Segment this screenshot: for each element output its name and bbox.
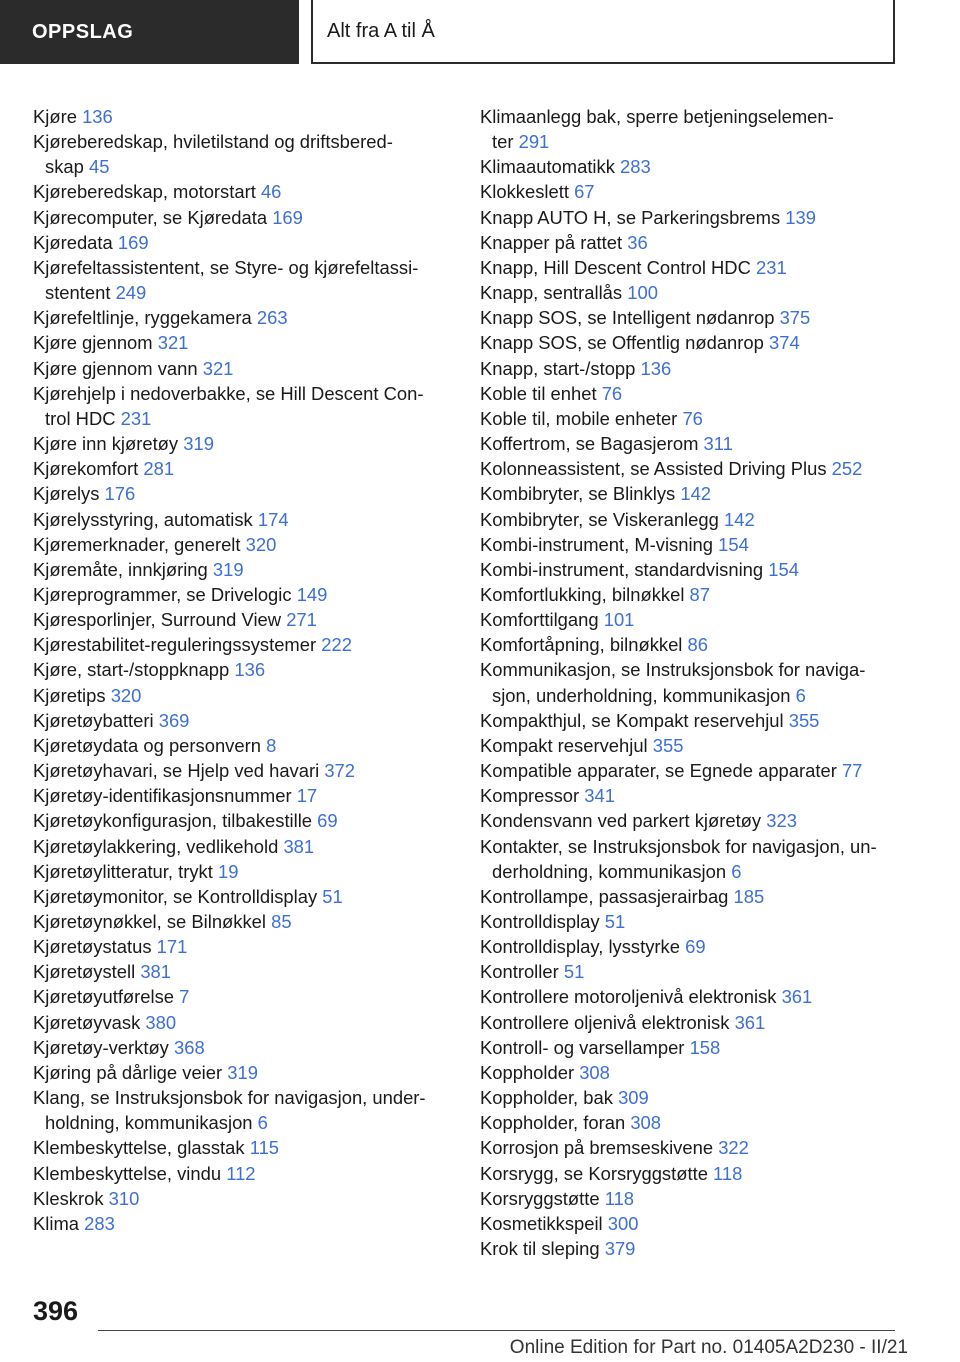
index-term: Koffertrom, se Bagasjerom: [480, 433, 699, 455]
index-term: Knapper på rattet: [480, 231, 623, 253]
index-entry: [33, 909, 438, 934]
index-term: Kjøretøylitteratur, trykt: [33, 860, 213, 882]
index-entry: [480, 1135, 892, 1160]
index-entry: [33, 984, 438, 1009]
index-term: stentent: [45, 282, 111, 304]
index-entry: [33, 330, 438, 355]
index-term: Koppholder, foran: [480, 1112, 626, 1134]
page-reference-link[interactable]: 76: [601, 382, 623, 404]
index-term: Koble til, mobile enheter: [480, 407, 678, 429]
index-term: sjon, underholdning, kommunikasjon: [492, 684, 791, 706]
page-reference-link[interactable]: 67: [574, 181, 595, 203]
index-term: Kjøring på dårlige veier: [33, 1061, 223, 1083]
index-term: trol HDC: [45, 407, 116, 429]
page-reference-link[interactable]: 320: [110, 684, 142, 706]
index-entry: [33, 1186, 438, 1211]
index-entry: [480, 532, 892, 557]
index-term: Klang, se Instruksjonsbok for navigasjon, under-: [33, 1087, 426, 1109]
page-reference-link[interactable]: 271: [286, 609, 317, 631]
page-reference-link[interactable]: 7: [179, 986, 190, 1008]
index-term: holdning, kommunikasjon: [45, 1112, 253, 1134]
index-entry: [33, 205, 438, 230]
page-reference-link[interactable]: 6: [257, 1112, 268, 1134]
index-entry: [33, 557, 438, 582]
index-entry: [480, 255, 892, 280]
index-entry: [33, 532, 438, 557]
index-term: Knapp SOS, se Intelligent nødanrop: [480, 307, 775, 329]
index-term: Kontrollere motoroljenivå elektronisk: [480, 986, 777, 1008]
index-entry: [33, 959, 438, 984]
index-entry: [33, 1010, 438, 1035]
page-reference-link[interactable]: 320: [245, 533, 277, 555]
page-reference-link[interactable]: 19: [217, 860, 239, 882]
index-entry: [33, 783, 438, 808]
index-term: Kompatible apparater, se Egnede apparater: [480, 760, 837, 782]
index-term: Kjøredata: [33, 231, 113, 253]
index-entry: [33, 1135, 438, 1160]
index-entry: [480, 507, 892, 532]
page-reference-link[interactable]: 369: [158, 709, 190, 731]
page-reference-link[interactable]: 380: [145, 1011, 177, 1033]
index-entry: [33, 859, 438, 884]
page-reference-link[interactable]: 118: [713, 1162, 743, 1184]
index-entry: [480, 1186, 892, 1211]
index-term: Klokkeslett: [480, 181, 569, 203]
page-reference-link[interactable]: 45: [88, 156, 110, 178]
index-term: Kleskrok: [33, 1187, 104, 1209]
page-reference-link[interactable]: 69: [685, 936, 706, 958]
page-reference-link[interactable]: 176: [104, 483, 136, 505]
index-entry: [480, 205, 892, 230]
index-term: ter: [492, 131, 514, 153]
index-term: Koppholder: [480, 1061, 575, 1083]
index-term: Korsrygg, se Korsryggstøtte: [480, 1162, 708, 1184]
index-term: Komfortlukking, bilnøkkel: [480, 583, 685, 605]
index-entry: [33, 1085, 438, 1135]
index-entry: [480, 381, 892, 406]
page-reference-link[interactable]: 149: [296, 583, 328, 605]
index-term: Kosmetikkspeil: [480, 1212, 603, 1234]
index-term: Kommunikasjon, se Instruksjonsbok for naviga-: [480, 659, 866, 681]
page-reference-link[interactable]: 17: [296, 785, 318, 807]
index-entry: [480, 959, 892, 984]
index-term: Krok til sleping: [480, 1238, 600, 1260]
index-term: Kjøretøyutførelse: [33, 986, 175, 1008]
index-entry: [480, 230, 892, 255]
index-term: Knapp, Hill Descent Control HDC: [480, 256, 751, 278]
index-entry: [33, 305, 438, 330]
page-reference-link[interactable]: 142: [724, 508, 755, 530]
index-term: Koble til enhet: [480, 382, 597, 404]
page-reference-link[interactable]: 154: [768, 558, 799, 580]
page-reference-link[interactable]: 222: [321, 634, 352, 656]
index-entry: [480, 330, 892, 355]
index-term: Korrosjon på bremseskivene: [480, 1137, 714, 1159]
page-reference-link[interactable]: 87: [689, 583, 711, 605]
index-term: Klembeskyttelse, glasstak: [33, 1137, 245, 1159]
index-entry: [33, 1211, 438, 1236]
index-term: Kompakt reservehjul: [480, 734, 648, 756]
page-reference-link[interactable]: 321: [202, 357, 234, 379]
index-term: Kjørelys: [33, 483, 100, 505]
index-term: Kjøreberedskap, motorstart: [33, 181, 256, 203]
index-term: skap: [45, 156, 84, 178]
index-term: Kombibryter, se Blinklys: [480, 483, 676, 505]
page-reference-link[interactable]: 319: [227, 1061, 258, 1083]
index-term: Klimaanlegg bak, sperre betjeningselemen-: [480, 106, 834, 127]
index-term: Kombibryter, se Viskeranlegg: [480, 508, 719, 530]
page-reference-link[interactable]: 310: [108, 1187, 140, 1209]
page-reference-link[interactable]: 101: [603, 609, 635, 631]
index-term: Kjørehjelp i nedoverbakke, se Hill Descent Con-: [33, 382, 424, 404]
index-term: Kontrollampe, passasjerairbag: [480, 885, 729, 907]
index-entry: [480, 179, 892, 204]
index-entry: [33, 104, 438, 129]
index-entry: [33, 481, 438, 506]
index-term: Kjøretøymonitor, se Kontrolldisplay: [33, 885, 318, 907]
index-term: Kjøretøystatus: [33, 936, 152, 958]
index-entry: [480, 984, 892, 1009]
index-term: Kontrolldisplay, lysstyrke: [480, 936, 680, 958]
index-term: Kjøretøynøkkel, se Bilnøkkel: [33, 911, 266, 932]
index-entry: [480, 1035, 892, 1060]
page-reference-link[interactable]: 115: [249, 1137, 280, 1159]
index-term: Kjøre: [33, 106, 77, 127]
page-reference-link[interactable]: 252: [831, 458, 863, 480]
index-entry: [480, 808, 892, 833]
page-reference-link[interactable]: 76: [682, 407, 703, 429]
index-term: Klembeskyttelse, vindu: [33, 1162, 222, 1184]
index-term: Koppholder, bak: [480, 1087, 613, 1109]
page-reference-link[interactable]: 263: [256, 307, 288, 329]
page-reference-link[interactable]: 361: [781, 986, 813, 1008]
page-reference-link[interactable]: 291: [518, 131, 550, 153]
page-reference-link[interactable]: 51: [604, 911, 626, 932]
index-term: Kjøretøy-identifikasjonsnummer: [33, 785, 292, 807]
page-reference-link[interactable]: 51: [322, 885, 343, 907]
page-reference-link[interactable]: 283: [84, 1212, 115, 1234]
index-entry: [33, 356, 438, 381]
index-entry: [33, 1161, 438, 1186]
index-term: Kjørekomfort: [33, 458, 139, 480]
index-term: Kjøremåte, innkjøring: [33, 558, 208, 580]
index-term: Kjøre inn kjøretøy: [33, 433, 179, 455]
page-header: [311, 0, 895, 64]
index-entry: [33, 708, 438, 733]
index-term: Kjøretips: [33, 684, 106, 706]
index-entry: [480, 305, 892, 330]
section-tab: [0, 0, 299, 64]
page-reference-link[interactable]: 77: [841, 760, 863, 782]
page-reference-link[interactable]: 8: [266, 734, 277, 756]
index-entry: [33, 230, 438, 255]
page-reference-link[interactable]: 112: [226, 1162, 256, 1184]
index-term: Kjøretøybatteri: [33, 709, 154, 731]
page-reference-link[interactable]: 374: [769, 332, 800, 354]
page-reference-link[interactable]: 308: [579, 1061, 610, 1083]
footer-divider: [98, 1330, 895, 1331]
page-reference-link[interactable]: 169: [117, 231, 149, 253]
section-label: OPPSLAG: [32, 20, 134, 43]
page-reference-link[interactable]: 319: [212, 558, 244, 580]
index-entry: [480, 708, 892, 733]
index-term: Kjøremerknader, generelt: [33, 533, 241, 555]
index-term: derholdning, kommunikasjon: [492, 860, 727, 882]
page-reference-link[interactable]: 319: [183, 433, 214, 455]
index-entry: [480, 1085, 892, 1110]
index-term: Kontrolldisplay: [480, 911, 600, 932]
index-entry: [480, 1060, 892, 1085]
index-term: Knapp, sentrallås: [480, 282, 623, 304]
index-entry: [33, 507, 438, 532]
index-term: Klima: [33, 1212, 79, 1234]
index-term: Kjøre, start-/stoppknapp: [33, 659, 230, 681]
index-term: Korsryggstøtte: [480, 1187, 600, 1209]
index-entry: [480, 733, 892, 758]
page-reference-link[interactable]: 174: [257, 508, 289, 530]
page-reference-link[interactable]: 381: [283, 835, 315, 857]
index-entry: [480, 909, 892, 934]
index-entry: [33, 758, 438, 783]
index-entry: [480, 557, 892, 582]
index-term: Kompressor: [480, 785, 580, 807]
index-term: Kjøretøystell: [33, 961, 136, 983]
index-entry: [33, 683, 438, 708]
page-reference-link[interactable]: 300: [607, 1212, 639, 1234]
index-term: Kontrollere oljenivå elektronisk: [480, 1011, 730, 1033]
index-term: Knapp, start-/stopp: [480, 357, 636, 379]
page-reference-link[interactable]: 171: [156, 936, 188, 958]
page-reference-link[interactable]: 281: [143, 458, 175, 480]
index-entry: [480, 456, 892, 481]
page-reference-link[interactable]: 6: [731, 860, 742, 882]
index-entry: [480, 431, 892, 456]
page-reference-link[interactable]: 69: [317, 810, 338, 832]
index-term: Kompakthjul, se Kompakt reservehjul: [480, 709, 784, 731]
page-number: 396: [33, 1296, 79, 1326]
index-term: Kjørefeltlinje, ryggekamera: [33, 307, 252, 329]
index-column-left: [33, 104, 438, 1236]
index-term: Kjøre gjennom: [33, 332, 153, 354]
page-reference-link[interactable]: 136: [82, 106, 113, 127]
index-term: Klimaautomatikk: [480, 156, 615, 178]
index-term: Kjørеberedskap, hviletilstand og driftsbered-: [33, 131, 393, 153]
index-entry: [480, 783, 892, 808]
index-entry: [33, 129, 438, 179]
page-reference-link[interactable]: 85: [271, 911, 292, 932]
index-term: Kjøre gjennom vann: [33, 357, 198, 379]
index-term: Kontakter, se Instruksjonsbok for navigasjon, un-: [480, 835, 877, 857]
page-reference-link[interactable]: 321: [157, 332, 189, 354]
index-entry: [480, 884, 892, 909]
index-entry: [33, 582, 438, 607]
index-entry: [480, 657, 892, 707]
page-reference-link[interactable]: 381: [140, 961, 171, 983]
index-entry: [480, 632, 892, 657]
page-reference-link[interactable]: 6: [795, 684, 806, 706]
page-reference-link[interactable]: 118: [604, 1187, 635, 1209]
index-entry: [480, 934, 892, 959]
page-reference-link[interactable]: 379: [604, 1238, 636, 1260]
page-reference-link[interactable]: 283: [620, 156, 651, 178]
index-entry: [33, 255, 438, 305]
index-term: Kjøretøykonfigurasjon, tilbakestille: [33, 810, 313, 832]
index-term: Kontroller: [480, 961, 559, 983]
index-entry: [480, 356, 892, 381]
index-entry: [33, 808, 438, 833]
index-term: Kontroll- og varsellamper: [480, 1036, 685, 1058]
page-reference-link[interactable]: 231: [755, 256, 787, 278]
page-reference-link[interactable]: 100: [627, 282, 658, 304]
index-term: Kombi-instrument, M-visning: [480, 533, 714, 555]
index-entry: [33, 733, 438, 758]
page-reference-link[interactable]: 136: [234, 659, 266, 681]
index-entry: [33, 431, 438, 456]
page-reference-link[interactable]: 86: [687, 634, 708, 656]
page-reference-link[interactable]: 355: [652, 734, 684, 756]
index-entry: [33, 607, 438, 632]
index-entry: [480, 280, 892, 305]
index-term: Kjøretøylakkering, vedlikehold: [33, 835, 279, 857]
index-term: Kolonneassistent, se Assisted Driving Plus: [480, 458, 827, 480]
index-entry: [480, 1010, 892, 1035]
page-reference-link[interactable]: 169: [272, 206, 303, 228]
page-reference-link[interactable]: 309: [618, 1087, 649, 1109]
index-term: Kjøretøydata og personvern: [33, 734, 261, 756]
index-term: Kjøretøyhavari, se Hjelp ved havari: [33, 760, 320, 782]
index-entry: [33, 1035, 438, 1060]
index-entry: [480, 406, 892, 431]
index-entry: [480, 582, 892, 607]
index-term: Komforttilgang: [480, 609, 599, 631]
index-term: Komfortåpning, bilnøkkel: [480, 634, 683, 656]
index-entry: [33, 179, 438, 204]
index-entry: [33, 456, 438, 481]
index-column-right: [480, 104, 892, 1261]
page-reference-link[interactable]: 341: [584, 785, 615, 807]
index-entry: [480, 104, 892, 154]
index-term: Kjøresporlinjer, Surround View: [33, 609, 282, 631]
page-reference-link[interactable]: 249: [115, 282, 147, 304]
page-reference-link[interactable]: 361: [734, 1011, 766, 1033]
index-term: Kjøretøyvask: [33, 1011, 141, 1033]
index-term: Kjøreprogrammer, se Drivelogic: [33, 583, 292, 605]
index-term: Kjørestabilitet-reguleringssystemer: [33, 634, 317, 656]
page-reference-link[interactable]: 231: [120, 407, 152, 429]
page-reference-link[interactable]: 136: [640, 357, 672, 379]
index-term: Kombi-instrument, standardvisning: [480, 558, 764, 580]
index-entry: [480, 1211, 892, 1236]
page-reference-link[interactable]: 323: [766, 810, 797, 832]
index-entry: [33, 632, 438, 657]
page-reference-link[interactable]: 375: [779, 307, 811, 329]
index-term: Knapp AUTO H, se Parkeringsbrems: [480, 206, 781, 228]
index-entry: [33, 1060, 438, 1085]
index-entry: [480, 834, 892, 884]
index-entry: [480, 1236, 892, 1261]
index-entry: [480, 1110, 892, 1135]
page-reference-link[interactable]: 308: [630, 1112, 662, 1134]
index-entry: [480, 758, 892, 783]
page-reference-link[interactable]: 355: [788, 709, 820, 731]
page-header-title: Alt fra A til Å: [327, 19, 435, 42]
page-reference-link[interactable]: 139: [785, 206, 816, 228]
index-entry: [480, 154, 892, 179]
index-entry: [33, 834, 438, 859]
index-entry: [480, 607, 892, 632]
page-reference-link[interactable]: 158: [689, 1036, 721, 1058]
page-reference-link[interactable]: 46: [260, 181, 282, 203]
index-entry: [480, 1161, 892, 1186]
footer-edition-text: Online Edition for Part no. 01405A2D230 - II/21: [509, 1337, 908, 1358]
index-entry: [33, 381, 438, 431]
page-reference-link[interactable]: 372: [324, 760, 355, 782]
page-reference-link[interactable]: 311: [703, 433, 733, 455]
page-reference-link[interactable]: 368: [174, 1036, 205, 1058]
index-entry: [33, 934, 438, 959]
page-reference-link[interactable]: 36: [627, 231, 648, 253]
page-reference-link[interactable]: 51: [563, 961, 585, 983]
page-reference-link[interactable]: 154: [718, 533, 749, 555]
index-entry: [33, 657, 438, 682]
index-term: Kondensvann ved parkert kjøretøy: [480, 810, 762, 832]
index-term: Kjørefeltassistentent, se Styre- og kjørefeltassi-: [33, 256, 419, 278]
index-term: Kjørecomputer, se Kjøredata: [33, 206, 268, 228]
page-reference-link[interactable]: 185: [733, 885, 765, 907]
page-reference-link[interactable]: 142: [680, 483, 712, 505]
index-term: Knapp SOS, se Offentlig nødanrop: [480, 332, 764, 354]
index-entry: [33, 884, 438, 909]
index-term: Kjøretøy-verktøy: [33, 1036, 169, 1058]
page-reference-link[interactable]: 322: [718, 1137, 749, 1159]
index-term: Kjørelysstyring, automatisk: [33, 508, 253, 530]
index-entry: [480, 481, 892, 506]
